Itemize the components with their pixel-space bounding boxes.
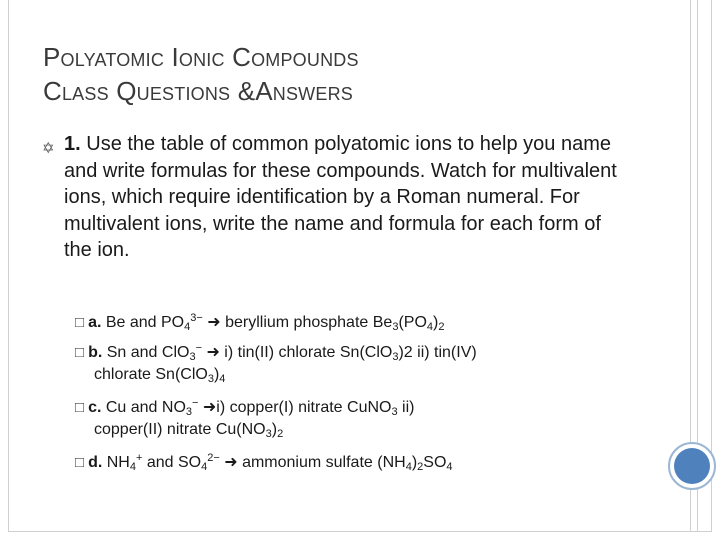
answer-d-label: d. <box>88 454 103 471</box>
answer-b-text: Sn and ClO$_3$− ➜ i) tin(II) chlorate Sn(ClO$_3$)2 ii) tin(IV) <box>102 342 477 363</box>
question-number: 1. <box>64 133 81 155</box>
answer-a-text: Be and $PO_4^{3-}$ ➜ beryllium phosphate $Be_3(PO_4)_2$ <box>101 312 445 333</box>
checkbox-icon: □ <box>75 399 85 416</box>
slide-title <box>43 40 359 108</box>
decorative-circle <box>674 448 710 484</box>
answer-b <box>75 342 477 364</box>
checkbox-icon: □ <box>75 314 85 331</box>
answer-a <box>75 312 444 334</box>
title-line-1: Polyatomic Ionic Compounds <box>43 42 359 72</box>
answer-c-text: Cu and $NO_3^-$ ➜i) copper(I) nitrate CuNO$_3$ ii) <box>101 397 415 418</box>
answer-a-label: a. <box>88 314 102 331</box>
question-body: Use the table of common polyatomic ions to help you name and write formulas for these compounds. Watch for multivalent ions, which require identification by a Roman numeral. For multivalent ions, write the name and formula for each form of the ion. <box>64 133 617 261</box>
answer-d-text: $NH_4^+$ and $SO_4^{2-}$ ➜ ammonium sulfate $(NH_4)_2SO_4$ <box>102 452 453 473</box>
checkbox-icon: □ <box>75 344 85 361</box>
answer-c <box>75 397 414 419</box>
title-line-2: Class Questions &Answers <box>43 76 353 106</box>
answer-b-continuation: chlorate $Sn(ClO_3)_4$ <box>94 366 226 385</box>
question-text <box>64 131 624 264</box>
answer-d <box>75 452 453 474</box>
checkbox-icon: □ <box>75 454 85 471</box>
answer-c-continuation: copper(II) nitrate $Cu(NO_3)_2$ <box>94 421 284 440</box>
answer-c-label: c. <box>88 399 102 416</box>
answer-b-label: b. <box>88 344 103 361</box>
bullet-icon: ✡ <box>42 140 55 157</box>
